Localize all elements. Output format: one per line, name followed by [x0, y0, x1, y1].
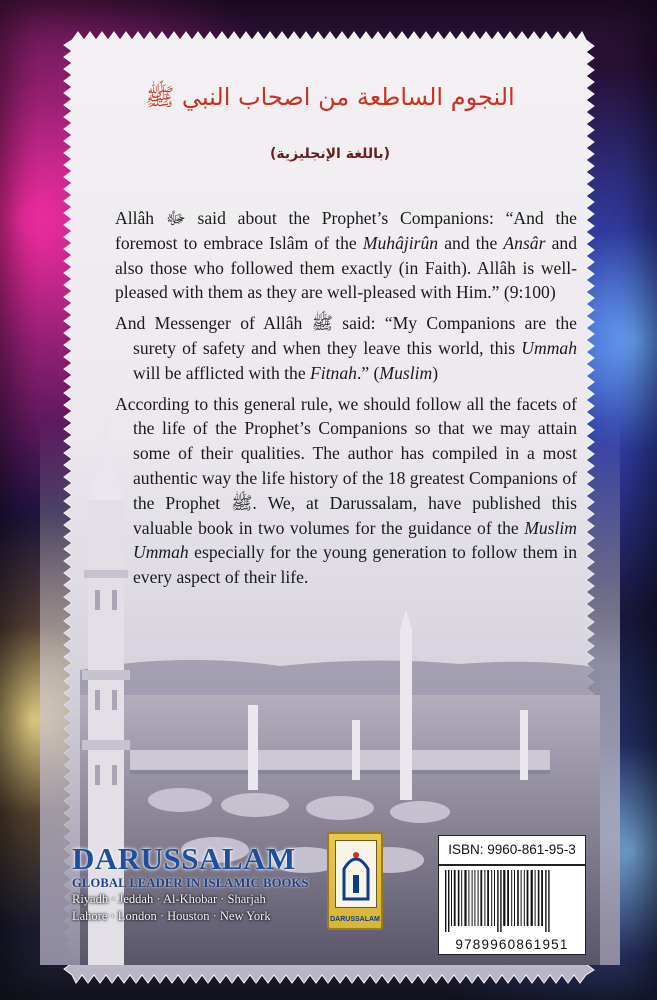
barcode-bar [494, 870, 495, 926]
barcode-bar [458, 870, 460, 926]
publisher-tagline: GLOBAL LEADER IN ISLAMIC BOOKS [72, 876, 309, 890]
barcode-bar [538, 870, 540, 926]
barcode-bar [484, 870, 485, 926]
barcode-bar [503, 870, 505, 926]
barcode-bar [472, 870, 473, 926]
barcode-bar [464, 870, 466, 926]
barcode-bar [454, 870, 456, 926]
barcode-bar [461, 870, 462, 926]
isbn-label: ISBN: 9960-861-95-3 [438, 835, 586, 865]
barcode-bar [521, 870, 522, 926]
barcode-bar [541, 870, 543, 926]
blurb-paragraph-2: And Messenger of Allâh ﷺ said: “My Companions are the surety of safety and when they leave this world, this Ummah will be afflicted with the Fitnah.” (Muslim) [115, 313, 577, 383]
publisher-cities-line2: Lahore · London · Houston · New York [72, 909, 271, 923]
barcode-bar [507, 870, 509, 926]
barcode-bar [517, 870, 519, 926]
barcode [438, 865, 586, 955]
barcode-bar [480, 870, 482, 926]
barcode-bar [535, 870, 536, 926]
barcode-bar [524, 870, 525, 926]
barcode-bar [445, 870, 446, 932]
barcode-bar [478, 870, 479, 926]
barcode-bar [531, 870, 533, 926]
barcode-bar [527, 870, 529, 926]
publisher-name: DARUSSALAM [72, 841, 296, 876]
barcode-bar [497, 870, 498, 932]
darussalam-logo [327, 832, 383, 930]
blurb [115, 206, 577, 596]
blurb-paragraph-1: Allâh ﷻ said about the Prophet’s Companions: “And the foremost to embrace Islâm of the Muhâjirûn and the Ansâr and also those who followed them exactly (in Faith). Allâh is well-pleased with them as they are well-pleased with Him.” (9:100) [115, 208, 577, 303]
barcode-bars [439, 866, 585, 936]
logo-emblem-icon [335, 840, 377, 908]
barcode-bar [451, 870, 452, 926]
barcode-bar [545, 870, 546, 932]
arabic-subtitle: (باللغة الإنجليزية) [269, 146, 390, 162]
publisher-cities-line1: Riyadh · Jeddah · Al-Khobar · Sharjah [72, 892, 266, 906]
logo-label: DARUSSALAM [330, 916, 380, 923]
barcode-bar [468, 870, 469, 926]
blurb-paragraph-3: According to this general rule, we should follow all the facets of the life of the Prophet’s Companions so that we may attain some of their qualities. The author has compiled in a most authentic way the life history of the 18 greatest Companions of the Prophet ﷺ. We, at Darussalam, have published this valuable book in two volumes for the guidance of the Muslim Ummah especially for the young generation to follow them in every aspect of their life. [115, 393, 577, 588]
barcode-number: 9789960861951 [455, 937, 569, 952]
barcode-bar [511, 870, 512, 926]
barcode-bar [500, 870, 501, 932]
barcode-bar [487, 870, 489, 926]
barcode-bar [448, 870, 449, 932]
barcode-bar [548, 870, 549, 932]
arabic-title: النجوم الساطعة من اصحاب النبي ﷺ [145, 83, 515, 111]
barcode-bar [474, 870, 475, 926]
publisher-block [72, 843, 312, 925]
barcode-bar [514, 870, 515, 926]
barcode-bar [491, 870, 492, 926]
